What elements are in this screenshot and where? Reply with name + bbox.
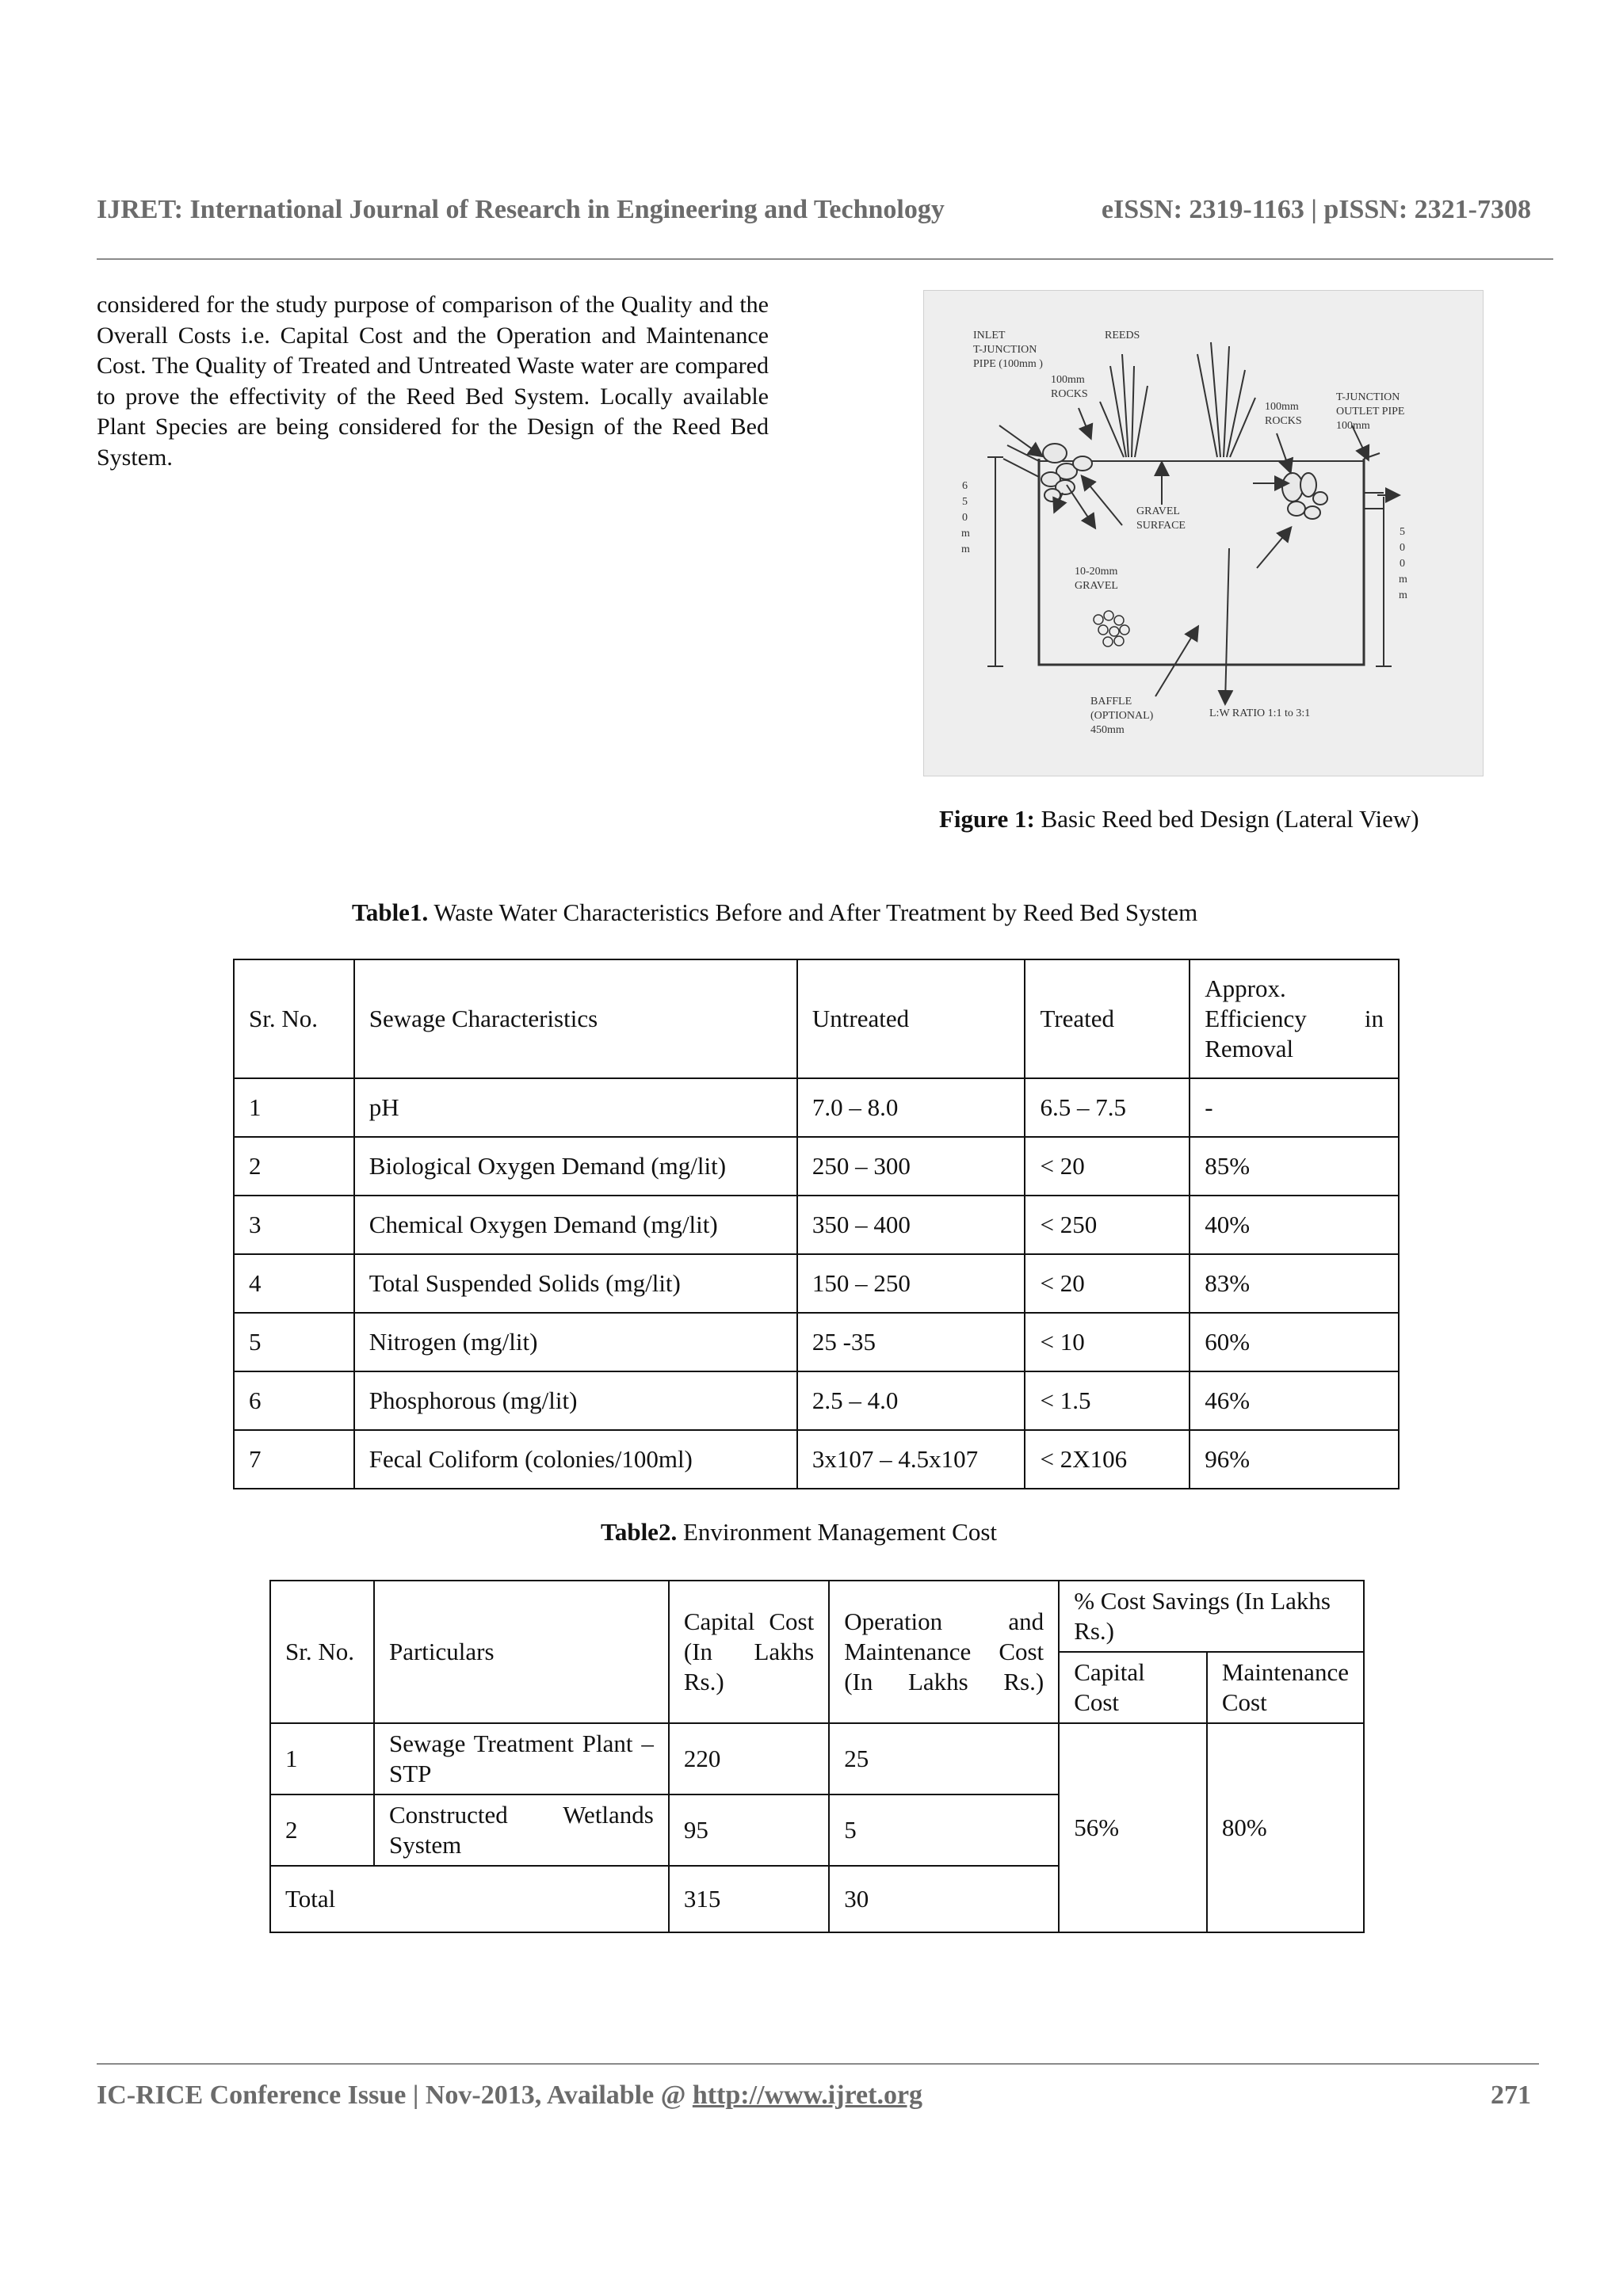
table-cell: 46% bbox=[1190, 1371, 1399, 1430]
table-cell: 1 bbox=[270, 1723, 374, 1794]
figure-caption bbox=[939, 805, 1419, 833]
table2-caption-label: Table2. bbox=[601, 1518, 678, 1546]
table-row bbox=[234, 1313, 1399, 1371]
reeds-right bbox=[1197, 342, 1255, 457]
table-cell: 7.0 – 8.0 bbox=[797, 1078, 1025, 1137]
dim-right-char: 5 bbox=[1400, 526, 1405, 538]
table-cell: 2 bbox=[234, 1137, 354, 1196]
label-gravel-surface-1: GRAVEL bbox=[1136, 505, 1180, 517]
issn-numbers: eISSN: 2319-1163 | pISSN: 2321-7308 bbox=[1101, 195, 1531, 224]
header-cell: Sr. No. bbox=[270, 1581, 374, 1723]
figure-caption-text: Basic Reed bed Design (Lateral View) bbox=[1034, 805, 1419, 833]
table-cell: Nitrogen (mg/lit) bbox=[354, 1313, 797, 1371]
table-cell: < 1.5 bbox=[1025, 1371, 1190, 1430]
inlet-rocks bbox=[1041, 444, 1092, 502]
table-cell: 7 bbox=[234, 1430, 354, 1489]
header-cell: Sewage Characteristics bbox=[354, 959, 797, 1078]
table-row bbox=[234, 1078, 1399, 1137]
header-cell: % Cost Savings (In Lakhs Rs.) bbox=[1059, 1581, 1364, 1652]
table-cell: 220 bbox=[669, 1723, 829, 1794]
table-cell: 56% bbox=[1059, 1723, 1207, 1932]
page-footer bbox=[97, 2081, 1531, 2111]
table-cell: < 10 bbox=[1025, 1313, 1190, 1371]
table-cell: 85% bbox=[1190, 1137, 1399, 1196]
figure-caption-label: Figure 1: bbox=[939, 805, 1035, 833]
table2-caption bbox=[601, 1518, 997, 1547]
label-rocks-right-1: 100mm bbox=[1265, 401, 1299, 413]
header-cell: Approx. Efficiency in Removal bbox=[1190, 959, 1399, 1078]
table-cell: 95 bbox=[669, 1794, 829, 1866]
label-outlet-1: T-JUNCTION bbox=[1336, 391, 1400, 403]
dim-left-char: m bbox=[961, 543, 970, 555]
table-cell: Constructed Wetlands System bbox=[374, 1794, 669, 1866]
dimension-right bbox=[1376, 497, 1392, 666]
table-cell: 4 bbox=[234, 1254, 354, 1313]
dim-right-char: m bbox=[1399, 589, 1407, 601]
table-cell: 25 -35 bbox=[797, 1313, 1025, 1371]
table1-caption-label: Table1. bbox=[352, 898, 429, 926]
table-header-row bbox=[270, 1581, 1364, 1652]
dim-right-char: 0 bbox=[1400, 558, 1405, 570]
table-cell: 3 bbox=[234, 1196, 354, 1254]
table-cell: 83% bbox=[1190, 1254, 1399, 1313]
header-cell: Untreated bbox=[797, 959, 1025, 1078]
header-cell: Particulars bbox=[374, 1581, 669, 1723]
label-inlet-2: T-JUNCTION bbox=[973, 344, 1037, 356]
label-inlet-3: PIPE (100mm ) bbox=[973, 358, 1043, 370]
table-cell: Chemical Oxygen Demand (mg/lit) bbox=[354, 1196, 797, 1254]
table-cell: 6 bbox=[234, 1371, 354, 1430]
dim-right-char: m bbox=[1399, 574, 1407, 585]
label-gravel-surface-2: SURFACE bbox=[1136, 520, 1186, 532]
dimension-right-label bbox=[1399, 526, 1407, 601]
label-rocks-left-1: 100mm bbox=[1051, 374, 1085, 386]
table2-environment-management-cost bbox=[269, 1580, 1365, 1933]
label-outlet-3: 100mm bbox=[1336, 420, 1370, 432]
header-cell: Capital Cost bbox=[1059, 1652, 1207, 1723]
header-cell: Operation and Maintenance Cost (In Lakhs Rs.) bbox=[829, 1581, 1059, 1723]
label-reeds: REEDS bbox=[1105, 330, 1140, 341]
table-cell: Total bbox=[270, 1866, 669, 1932]
table-cell: 350 – 400 bbox=[797, 1196, 1025, 1254]
label-rocks-right-2: ROCKS bbox=[1265, 415, 1302, 427]
table-cell: 3x107 – 4.5x107 bbox=[797, 1430, 1025, 1489]
table-row bbox=[234, 1196, 1399, 1254]
table-row bbox=[234, 1254, 1399, 1313]
table-cell: Total Suspended Solids (mg/lit) bbox=[354, 1254, 797, 1313]
dim-left-char: m bbox=[961, 528, 970, 540]
dim-left-char: 0 bbox=[962, 512, 968, 524]
table-row bbox=[234, 1371, 1399, 1430]
table2-caption-text: Environment Management Cost bbox=[677, 1518, 997, 1546]
table-cell: < 250 bbox=[1025, 1196, 1190, 1254]
table1-waste-water-characteristics bbox=[233, 959, 1400, 1489]
table-cell: Fecal Coliform (colonies/100ml) bbox=[354, 1430, 797, 1489]
dim-left-char: 6 bbox=[962, 480, 968, 492]
dim-right-char: 0 bbox=[1400, 542, 1405, 554]
table-cell: 315 bbox=[669, 1866, 829, 1932]
table-cell: 60% bbox=[1190, 1313, 1399, 1371]
label-baffle-2: (OPTIONAL) bbox=[1090, 710, 1154, 722]
table-cell: < 2X106 bbox=[1025, 1430, 1190, 1489]
page-number: 271 bbox=[1491, 2081, 1531, 2110]
journal-link[interactable]: http://www.ijret.org bbox=[692, 2081, 923, 2110]
label-baffle-1: BAFFLE bbox=[1090, 696, 1132, 707]
table-cell: 30 bbox=[829, 1866, 1059, 1932]
header-rule bbox=[97, 258, 1553, 260]
table-cell: Phosphorous (mg/lit) bbox=[354, 1371, 797, 1430]
outlet-pipe bbox=[1364, 453, 1384, 509]
table-cell: 5 bbox=[829, 1794, 1059, 1866]
table-cell: pH bbox=[354, 1078, 797, 1137]
page-header bbox=[97, 195, 1531, 225]
dim-left-char: 5 bbox=[962, 496, 968, 508]
footer-text: IC-RICE Conference Issue | Nov-2013, Available @ bbox=[97, 2081, 693, 2110]
body-paragraph: considered for the study purpose of comparison of the Quality and the Overall Costs i.e. Capital Cost and the Operation and Maintenance Cost. The Quality of Treated and Untreated Waste water are compared to prove the effectivity of the Reed Bed System. Locally available Plant Species are being considered for the Design of the Reed Bed System. bbox=[97, 292, 769, 471]
table-cell: 96% bbox=[1190, 1430, 1399, 1489]
table-cell: < 20 bbox=[1025, 1254, 1190, 1313]
table1-caption bbox=[352, 898, 1197, 927]
table-header-row bbox=[234, 959, 1399, 1078]
table-cell: 5 bbox=[234, 1313, 354, 1371]
label-ratio: L:W RATIO 1:1 to 3:1 bbox=[1209, 707, 1311, 719]
table-cell: 1 bbox=[234, 1078, 354, 1137]
header-cell: Treated bbox=[1025, 959, 1190, 1078]
header-cell: Maintenance Cost bbox=[1207, 1652, 1364, 1723]
journal-title: IJRET: International Journal of Research in Engineering and Technology bbox=[97, 195, 945, 224]
gravel-cluster bbox=[1094, 611, 1129, 646]
label-inlet-1: INLET bbox=[973, 330, 1006, 341]
reed-bed-diagram bbox=[924, 291, 1483, 776]
table-cell: Biological Oxygen Demand (mg/lit) bbox=[354, 1137, 797, 1196]
table-cell: 2.5 – 4.0 bbox=[797, 1371, 1025, 1430]
table-cell: 40% bbox=[1190, 1196, 1399, 1254]
table-row bbox=[270, 1723, 1364, 1794]
footer-rule bbox=[97, 2063, 1539, 2065]
label-baffle-3: 450mm bbox=[1090, 724, 1125, 736]
dimension-left-label bbox=[961, 480, 970, 555]
table-cell: 80% bbox=[1207, 1723, 1364, 1932]
label-rocks-left-2: ROCKS bbox=[1051, 388, 1088, 400]
table-cell: 150 – 250 bbox=[797, 1254, 1025, 1313]
label-gravel-1: 10-20mm bbox=[1075, 566, 1118, 578]
label-outlet-2: OUTLET PIPE bbox=[1336, 406, 1405, 418]
reeds-left bbox=[1100, 354, 1148, 457]
table-cell: 6.5 – 7.5 bbox=[1025, 1078, 1190, 1137]
table-cell: - bbox=[1190, 1078, 1399, 1137]
table1-caption-text: Waste Water Characteristics Before and After Treatment by Reed Bed System bbox=[428, 898, 1198, 926]
table-cell: Sewage Treatment Plant – STP bbox=[374, 1723, 669, 1794]
table-cell: < 20 bbox=[1025, 1137, 1190, 1196]
label-gravel-2: GRAVEL bbox=[1075, 580, 1118, 592]
table-row bbox=[234, 1430, 1399, 1489]
outlet-rocks bbox=[1282, 473, 1327, 519]
reed-bed-figure bbox=[923, 290, 1484, 776]
table-row bbox=[234, 1137, 1399, 1196]
table-cell: 250 – 300 bbox=[797, 1137, 1025, 1196]
table-cell: 25 bbox=[829, 1723, 1059, 1794]
table-cell: 2 bbox=[270, 1794, 374, 1866]
dimension-left bbox=[987, 457, 1003, 666]
header-cell: Sr. No. bbox=[234, 959, 354, 1078]
header-cell: Capital Cost (In Lakhs Rs.) bbox=[669, 1581, 829, 1723]
